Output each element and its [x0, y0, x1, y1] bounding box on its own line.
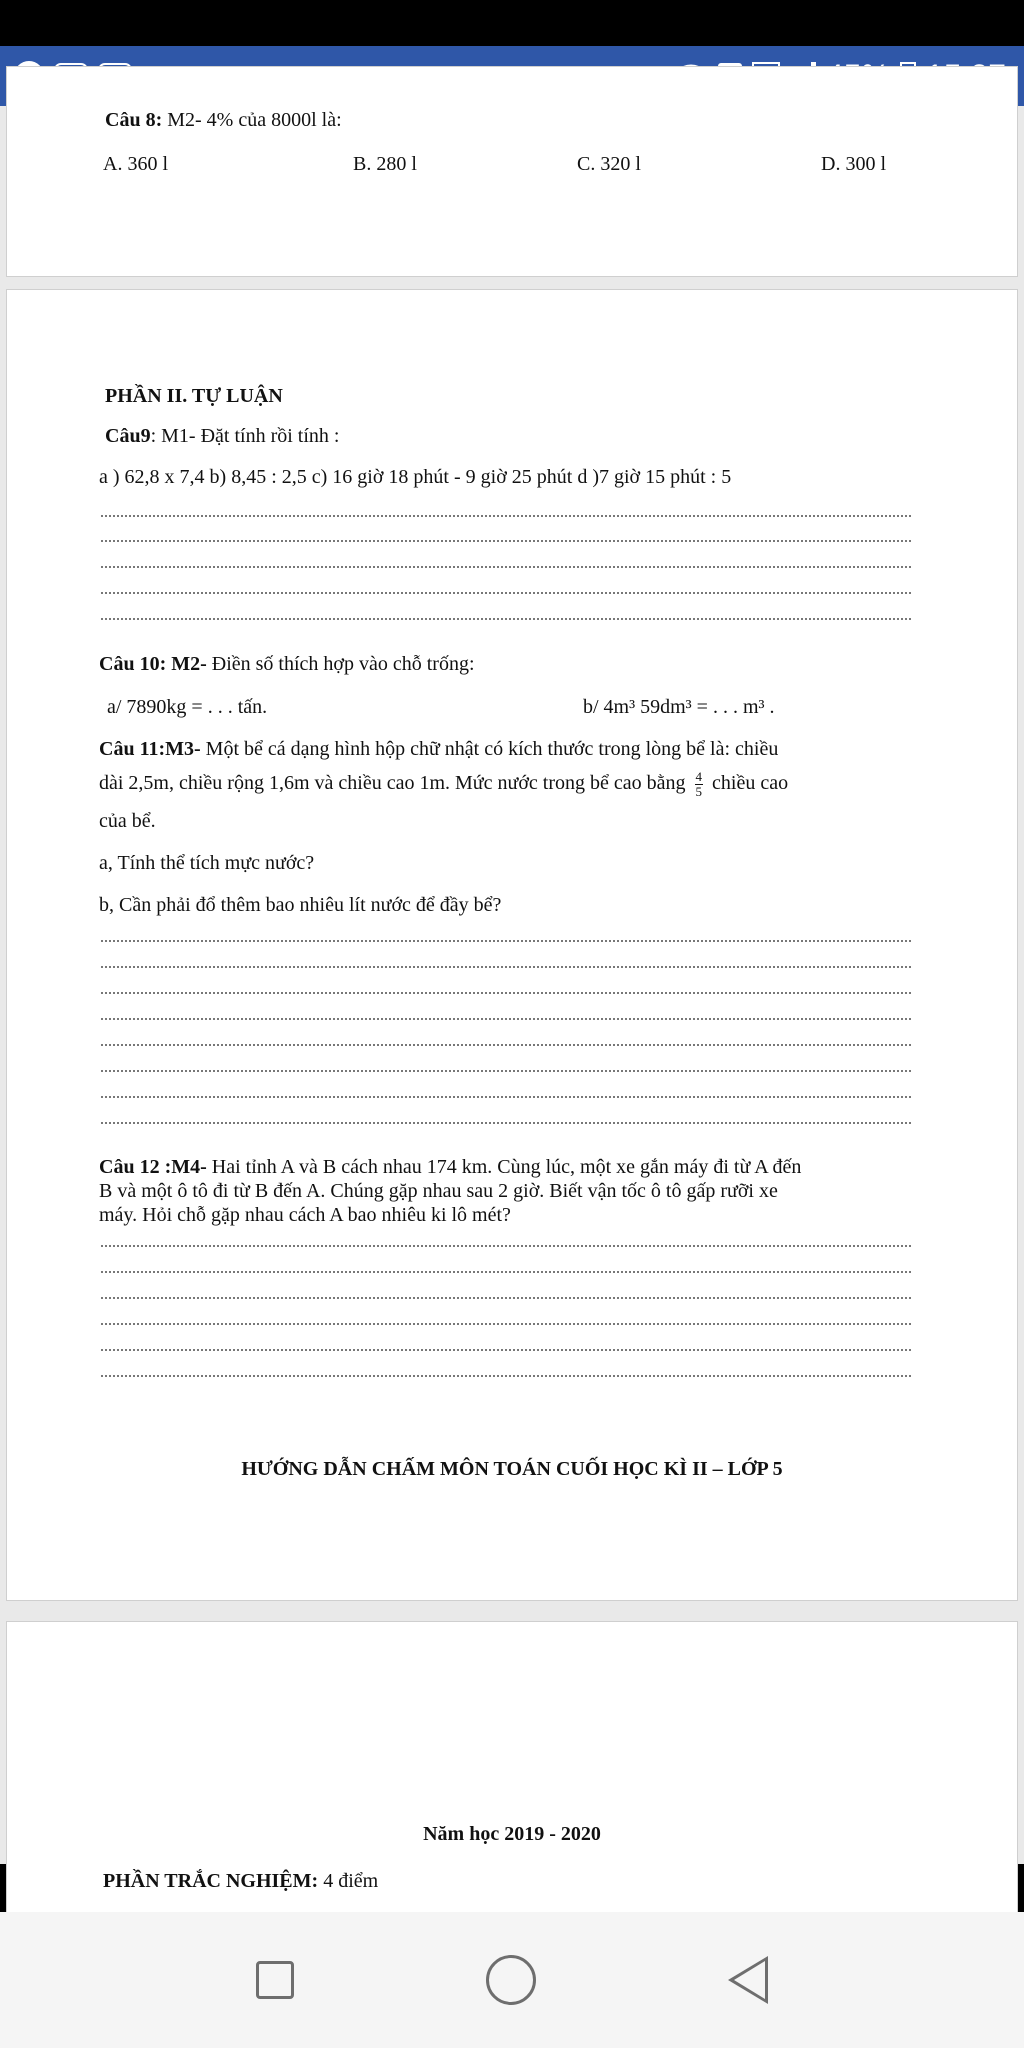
- home-icon[interactable]: [486, 1955, 536, 2005]
- q8-option-b: B. 280 l: [353, 153, 417, 175]
- question-10-a: a/ 7890kg = . . . tấn.: [107, 696, 268, 718]
- question-10-b: b/ 4m³ 59dm³ = . . . m³ .: [583, 696, 775, 718]
- answer-line: [101, 1245, 911, 1247]
- question-12-line1: Câu 12 :M4- Hai tỉnh A và B cách nhau 174 km. Cùng lúc, một xe gắn máy đi từ A đến: [99, 1156, 802, 1178]
- question-11-line2: dài 2,5m, chiều rộng 1,6m và chiều cao 1m. Mức nước trong bể cao bằng $\frac{4}{5}$ chiều cao: [99, 769, 789, 799]
- answer-line: [101, 992, 911, 994]
- fraction: $\frac{4}{5}$: [695, 769, 703, 799]
- question-12-line2: B và một ô tô đi từ B đến A. Chúng gặp nhau sau 2 giờ. Biết vận tốc ô tô gấp rưỡi xe: [99, 1180, 778, 1202]
- answer-line: [101, 1323, 911, 1325]
- question-11-line3: của bể.: [99, 810, 156, 832]
- question-9: Câu9: M1- Đặt tính rồi tính :: [105, 425, 340, 447]
- document-viewer[interactable]: [0, 106, 1024, 1892]
- top-black-bar: [0, 0, 1024, 46]
- document-page-3: [6, 1621, 1018, 1921]
- answer-line: [101, 1375, 911, 1377]
- question-9-items: a ) 62,8 x 7,4 b) 8,45 : 2,5 c) 16 giờ 18 phút - 9 giờ 25 phút d )7 giờ 15 phút : 5: [99, 466, 732, 488]
- answer-line: [101, 1297, 911, 1299]
- recent-apps-icon[interactable]: [256, 1961, 294, 1999]
- answer-line: [101, 940, 911, 942]
- back-icon[interactable]: [728, 1956, 768, 2004]
- document-page-2: [6, 289, 1018, 1601]
- q8-option-d: D. 300 l: [821, 153, 886, 175]
- answer-line: [101, 1044, 911, 1046]
- answer-line: [101, 515, 911, 517]
- question-12-line3: máy. Hỏi chỗ gặp nhau cách A bao nhiêu ki lô mét?: [99, 1204, 511, 1226]
- multiple-choice-section: PHẦN TRẮC NGHIỆM: 4 điểm: [103, 1870, 379, 1892]
- question-10: Câu 10: M2- Điền số thích hợp vào chỗ trống:: [99, 653, 475, 675]
- document-page-1: [6, 66, 1018, 277]
- question-8: Câu 8: M2- 4% của 8000l là:: [105, 109, 342, 131]
- answer-line: [101, 540, 911, 542]
- navigation-bar: [0, 1912, 1024, 2048]
- question-11-a: a, Tính thể tích mực nước?: [99, 852, 315, 874]
- school-year: Năm học 2019 - 2020: [423, 1823, 601, 1845]
- answer-line: [101, 1070, 911, 1072]
- grading-guide-title: HƯỚNG DẪN CHẤM MÔN TOÁN CUỐI HỌC KÌ II – LỚP 5: [241, 1458, 783, 1480]
- q8-option-c: C. 320 l: [577, 153, 641, 175]
- question-11-b: b, Cần phải đổ thêm bao nhiêu lít nước để đầy bể?: [99, 894, 502, 916]
- answer-line: [101, 1096, 911, 1098]
- answer-line: [101, 1018, 911, 1020]
- answer-line: [101, 566, 911, 568]
- section-title: PHẦN II. TỰ LUẬN: [105, 385, 283, 407]
- question-11-line1: Câu 11:M3- Một bể cá dạng hình hộp chữ nhật có kích thước trong lòng bể là: chiều: [99, 738, 779, 760]
- q8-option-a: A. 360 l: [103, 153, 168, 175]
- answer-line: [101, 966, 911, 968]
- answer-line: [101, 618, 911, 620]
- answer-line: [101, 592, 911, 594]
- answer-line: [101, 1122, 911, 1124]
- answer-line: [101, 1271, 911, 1273]
- answer-line: [101, 1349, 911, 1351]
